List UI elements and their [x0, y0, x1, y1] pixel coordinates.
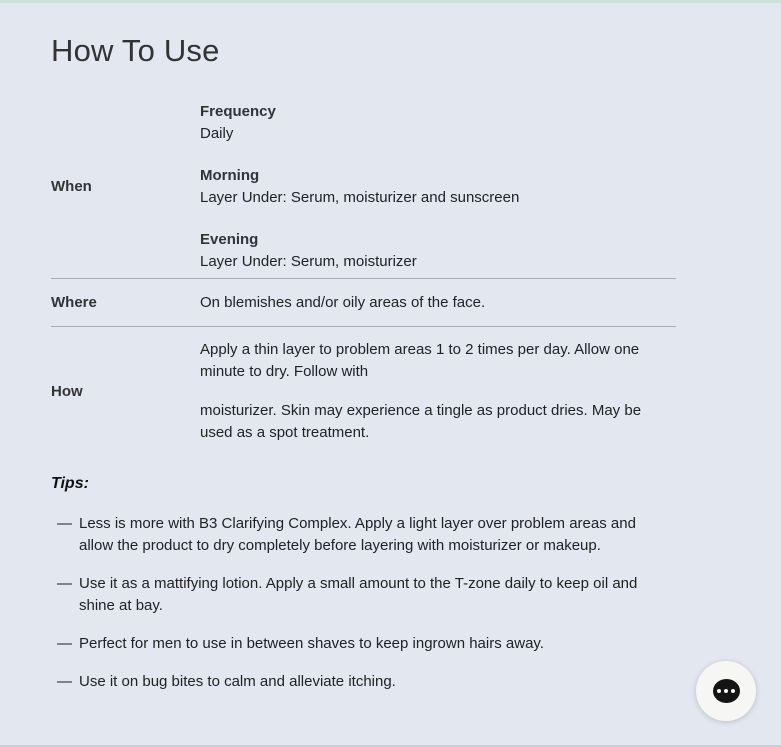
list-item: [51, 633, 671, 655]
dash-bullet: —: [57, 673, 72, 690]
tip-text: Perfect for men to use in between shaves to keep ingrown hairs away.: [79, 635, 544, 652]
frequency-heading: Frequency: [200, 103, 276, 120]
how-content: [200, 339, 676, 444]
list-item: [51, 671, 671, 693]
tip-text: Use it as a mattifying lotion. Apply a small amount to the T-zone daily to keep oil and shine at bay.: [79, 575, 638, 614]
usage-table: [51, 94, 676, 455]
morning-text: Layer Under: Serum, moisturizer and sunscreen: [200, 189, 520, 206]
how-paragraph-2: moisturizer. Skin may experience a tingle as product dries. May be used as a spot treatment.: [200, 401, 642, 441]
page-title: How To Use: [51, 33, 220, 68]
morning-heading: Morning: [200, 167, 260, 184]
dash-bullet: —: [57, 575, 72, 592]
where-label: Where: [51, 294, 97, 311]
usage-row-when: [51, 94, 676, 279]
how-paragraph-1: Apply a thin layer to problem areas 1 to 2 times per day. Allow one minute to dry. Follow with: [200, 340, 640, 380]
dash-bullet: —: [57, 515, 72, 532]
evening-block: [200, 229, 676, 273]
usage-row-where: [51, 279, 676, 327]
how-label: How: [51, 382, 83, 400]
tip-text: Use it on bug bites to calm and alleviate itching.: [79, 673, 396, 690]
frequency-text: Daily: [200, 125, 234, 142]
where-text: On blemishes and/or oily areas of the face.: [200, 293, 486, 311]
chat-button[interactable]: [696, 661, 756, 721]
when-content: [200, 99, 676, 273]
dash-bullet: —: [57, 635, 72, 652]
tips-heading: Tips:: [51, 475, 89, 492]
morning-block: [200, 165, 676, 209]
evening-text: Layer Under: Serum, moisturizer: [200, 253, 417, 270]
list-item: [51, 573, 671, 617]
usage-row-how: [51, 327, 676, 455]
when-label: When: [51, 177, 92, 195]
tips-list: [51, 513, 671, 709]
frequency-block: [200, 101, 676, 145]
chat-bubble-icon: [713, 679, 740, 703]
evening-heading: Evening: [200, 231, 259, 248]
list-item: [51, 513, 671, 557]
tip-text: Less is more with B3 Clarifying Complex. Apply a light layer over problem areas and allow the product to dry completely before layering with moisturizer or makeup.: [79, 515, 636, 554]
